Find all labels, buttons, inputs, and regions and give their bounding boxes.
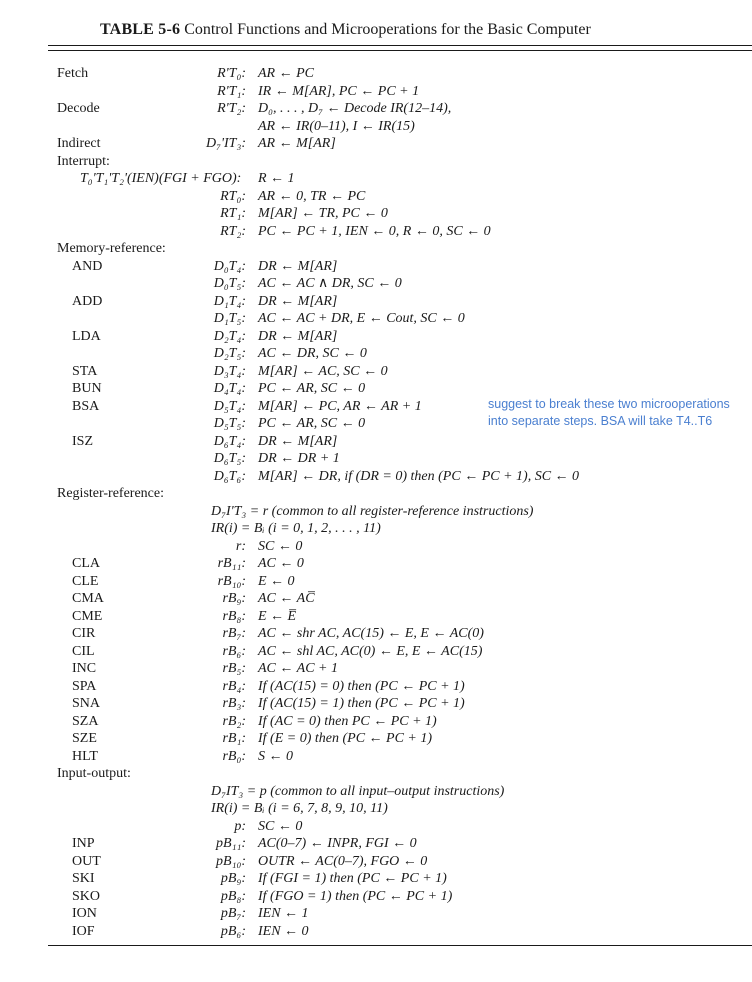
microoperation: AR ← M[AR] [258,136,336,151]
control-condition: R'T₂: [217,101,246,116]
microoperation: IEN ← 1 [258,906,309,921]
table-row [0,905,752,922]
table-row [0,800,752,817]
row-label: CME [72,608,103,624]
microoperation: AR ← IR(0–11), I ← IR(15) [258,118,415,134]
table-row [0,643,752,660]
control-condition: D₆T₆: [213,468,246,484]
table-row [0,153,752,170]
table-row [0,135,752,152]
microoperation: M[AR] ← DR, if (DR = 0) then (PC ← PC + 1), SC ← 0 [258,468,580,484]
row-label: SNA [72,696,101,711]
control-condition: RT₀: [220,188,246,204]
control-condition: RT₂: [220,223,246,239]
table-row [0,870,752,887]
microoperation: AR ← 0, TR ← PC [258,188,366,204]
annotation-line-2: into separate steps. BSA will take T4..T6 [488,414,713,428]
table-row [0,625,752,642]
table-row [0,83,752,100]
row-label: INC [72,661,97,676]
row-label: CLA [72,556,100,571]
microoperation: SC ← 0 [258,818,303,834]
row-label: T₀'T₁'T₂'(IEN)(FGI + FGO): [80,171,242,186]
microoperation: If (E = 0) then (PC ← PC + 1) [258,731,433,746]
control-condition: D₆T₅: [213,451,246,466]
microoperation: AC ← AC ∧ DR, SC ← 0 [258,276,402,291]
control-condition: D₂T₄: [213,328,246,344]
table-row [0,608,752,625]
control-condition: D₁T₅: [213,311,246,326]
table-row [0,205,752,222]
row-label: HLT [72,748,98,764]
microoperation: IR ← M[AR], PC ← PC + 1 [258,83,420,99]
table-row [0,170,752,187]
microoperation: AC ← AC̅ [258,591,315,606]
control-condition: rB₂: [222,713,246,729]
microoperation: AC ← shl AC, AC(0) ← E, E ← AC(15) [258,643,483,659]
control-condition: rB₁₀: [217,573,246,589]
annotation-line-1: suggest to break these two microoperations [488,397,730,411]
control-condition: D₂T₅: [213,346,246,361]
control-condition: rB₄: [222,678,246,694]
control-condition: rB₉: [222,591,246,606]
table-row [0,433,752,450]
table-title [100,21,591,39]
control-condition: p: [234,818,246,834]
control-condition: rB₁₁: [217,556,246,571]
table-row [0,188,752,205]
control-condition: D₅T₅: [213,416,246,431]
control-condition: D₃T₄: [213,363,246,379]
row-label: STA [72,363,98,379]
microoperation: If (AC(15) = 0) then (PC ← PC + 1) [258,678,465,694]
table-row [0,888,752,905]
row-label: CMA [72,591,104,606]
row-label: INP [72,836,95,851]
row-label: Fetch [57,66,89,81]
row-label: AND [72,258,103,274]
microoperation: M[AR] ← AC, SC ← 0 [258,363,388,379]
row-label: Decode [57,101,100,116]
control-condition: rB₅: [222,661,246,676]
row-label: ADD [72,293,103,309]
microoperation: E ← E̅ [258,608,297,624]
microoperation: AC(0–7) ← INPR, FGI ← 0 [258,836,417,851]
row-label: IOF [72,923,95,939]
microoperation: IR(i) = Bᵢ (i = 0, 1, 2, . . . , 11) [211,521,381,536]
microoperation: If (FGI = 1) then (PC ← PC + 1) [258,871,447,886]
row-label: Interrupt: [57,153,110,169]
microoperation: AR ← PC [258,66,314,81]
table-caption: Control Functions and Microoperations for the Basic Computer [180,21,591,38]
microoperation: PC ← AR, SC ← 0 [258,416,366,431]
control-condition: rB₈: [222,608,246,624]
title-rule-top [48,45,752,46]
row-label: OUT [72,853,101,869]
microoperation: If (FGO = 1) then (PC ← PC + 1) [258,888,453,904]
microoperation: D₇I'T₃ = r (common to all register-reference instructions) [211,503,534,519]
control-condition: pB₉: [220,871,246,886]
table-row [0,293,752,310]
row-label: Memory-reference: [57,241,166,256]
control-condition: rB₁: [222,731,246,746]
microoperation: AC ← AC + 1 [258,661,338,676]
control-condition: pB₁₀: [216,853,246,869]
table-row [0,713,752,730]
microoperation: E ← 0 [258,573,295,589]
table-row [0,468,752,485]
control-condition: D₄T₄: [213,381,246,396]
row-label: SPA [72,678,97,694]
row-label: CIL [72,643,95,659]
table-row [0,660,752,677]
row-label: Register-reference: [57,486,164,501]
control-condition: D₀T₄: [213,258,246,274]
table-row [0,818,752,835]
table-row [0,695,752,712]
table-row [0,765,752,782]
table-row [0,678,752,695]
control-condition: pB₆: [220,923,246,939]
control-condition: rB₀: [222,748,246,764]
table-row [0,258,752,275]
microoperation: DR ← DR + 1 [258,451,340,466]
control-condition: rB₃: [222,696,246,711]
table-row [0,223,752,240]
row-label: BSA [72,398,100,414]
microoperation: M[AR] ← TR, PC ← 0 [258,206,388,221]
row-label: CIR [72,626,96,641]
microoperation: If (AC = 0) then PC ← PC + 1) [258,713,437,729]
control-condition: D₆T₄: [213,433,246,449]
table-row [0,363,752,380]
annotation-comment[interactable] [488,396,730,430]
microoperation: DR ← M[AR] [258,258,338,274]
table-row [0,65,752,82]
table-row [0,590,752,607]
microoperation: DR ← M[AR] [258,293,338,309]
table-row [0,100,752,117]
control-condition: RT₁: [220,206,246,221]
table-row [0,118,752,135]
table-row [0,450,752,467]
row-label: SKO [72,888,101,904]
row-label: BUN [72,381,102,396]
table-row [0,923,752,940]
microoperation: D₀, . . . , D₇ ← Decode IR(12–14), [258,101,452,116]
microoperation: M[AR] ← PC, AR ← AR + 1 [258,398,422,414]
row-label: Indirect [57,136,101,151]
title-rule-bottom [48,50,752,51]
row-label: SZE [72,731,97,746]
control-condition: r: [235,538,246,554]
microoperation: PC ← AR, SC ← 0 [258,381,366,396]
control-condition: R'T₀: [217,66,246,81]
microoperation: R ← 1 [258,171,295,186]
control-condition: rB₇: [222,626,246,641]
table-row [0,520,752,537]
table-row [0,380,752,397]
microoperation: AC ← AC + DR, E ← Cout, SC ← 0 [258,311,465,326]
table-row [0,345,752,362]
row-label: CLE [72,573,99,589]
control-condition: pB₁₁: [216,836,246,851]
control-condition: D₀T₅: [213,276,246,291]
control-condition: D₇'IT₃: [206,136,246,151]
table-bottom-rule [48,945,752,946]
row-label: ION [72,906,97,921]
table-row [0,730,752,747]
control-condition: D₅T₄: [213,398,246,414]
table-row [0,748,752,765]
table-number: TABLE 5-6 [100,21,181,38]
table-row [0,853,752,870]
table-row [0,310,752,327]
row-label: Input-output: [57,766,131,781]
control-condition: rB₆: [222,643,246,659]
control-condition: pB₈: [220,888,246,904]
table-row [0,485,752,502]
microoperation: IR(i) = Bᵢ (i = 6, 7, 8, 9, 10, 11) [211,801,388,816]
table-row [0,538,752,555]
table-row [0,573,752,590]
table-row [0,835,752,852]
microoperation: If (AC(15) = 1) then (PC ← PC + 1) [258,696,465,711]
microoperation: IEN ← 0 [258,923,309,939]
microoperation: AC ← shr AC, AC(15) ← E, E ← AC(0) [258,626,484,641]
control-condition: R'T₁: [217,83,246,99]
table-row [0,275,752,292]
microoperation: OUTR ← AC(0–7), FGO ← 0 [258,853,428,869]
control-condition: D₁T₄: [213,293,246,309]
microoperation: AC ← DR, SC ← 0 [258,346,367,361]
row-label: LDA [72,328,101,344]
row-label: SZA [72,713,99,729]
microoperation: S ← 0 [258,748,293,764]
microoperation: D₇IT₃ = p (common to all input–output instructions) [211,783,505,799]
table-row [0,328,752,345]
microoperation: AC ← 0 [258,556,304,571]
table-row [0,783,752,800]
microoperation: PC ← PC + 1, IEN ← 0, R ← 0, SC ← 0 [258,223,491,239]
control-condition: pB₇: [220,906,246,921]
row-label: ISZ [72,433,93,449]
table-row [0,503,752,520]
microoperation: SC ← 0 [258,538,303,554]
table-row [0,555,752,572]
microoperation: DR ← M[AR] [258,433,338,449]
table-row [0,240,752,257]
microoperation: DR ← M[AR] [258,328,338,344]
row-label: SKI [72,871,95,886]
